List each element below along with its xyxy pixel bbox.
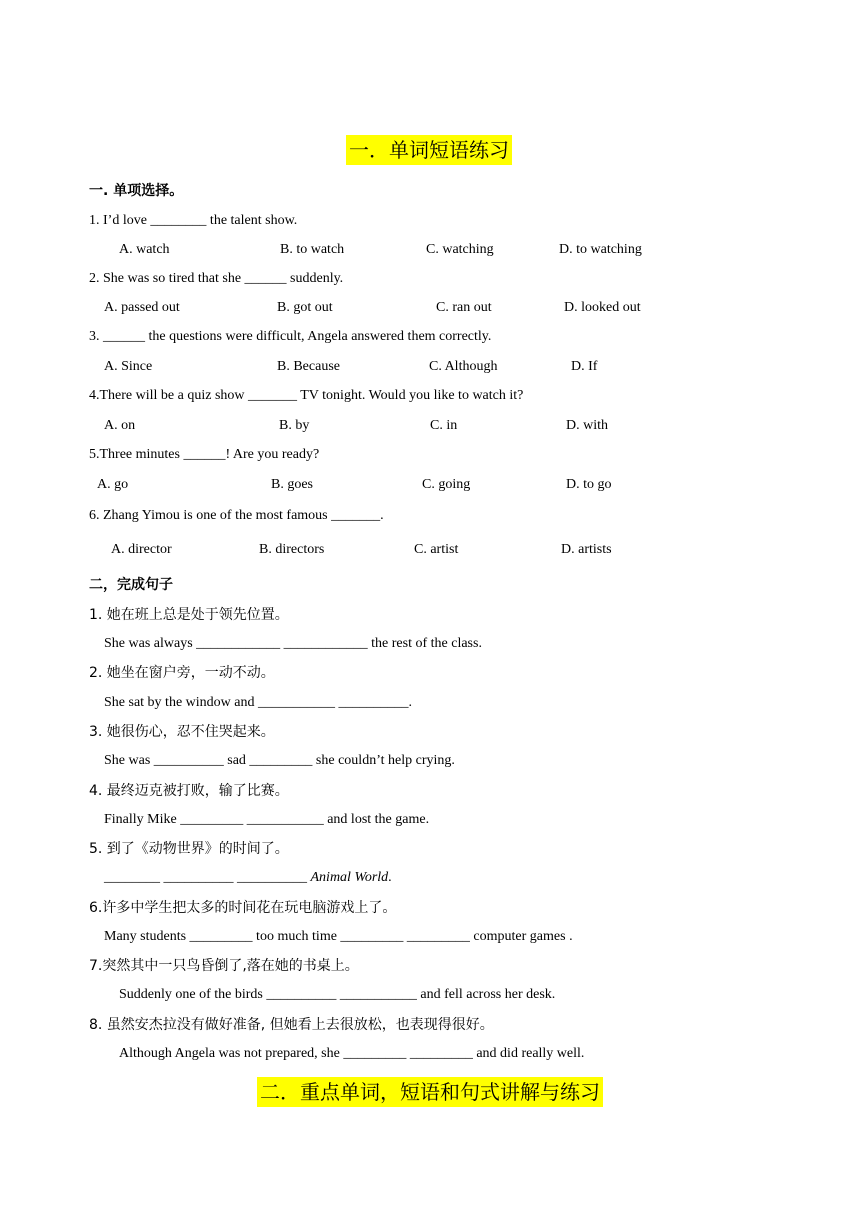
q2-option-b: B. got out: [277, 300, 333, 315]
q3-option-c: C. Although: [429, 359, 498, 374]
q6-option-d: D. artists: [561, 542, 612, 557]
q1-option-b: B. to watch: [280, 242, 345, 257]
sentence-5-english: [104, 869, 392, 887]
sentence-2-english: She sat by the window and ___________ __________.: [104, 695, 412, 710]
q2-option-a: A. passed out: [104, 300, 180, 315]
sentence-4-english: Finally Mike _________ ___________ and lost the game.: [104, 812, 430, 827]
q4-option-c: C. in: [430, 418, 458, 433]
q2-option-d: D. looked out: [564, 300, 641, 315]
sentence-8-chinese: 8. 虽然安杰拉没有做好准备, 但她看上去很放松，也表现得很好。: [89, 1017, 494, 1033]
question-2: 2. She was so tired that she ______ suddenly.: [89, 271, 344, 286]
sentence-5-title: Animal World: [310, 870, 389, 885]
q5-option-b: B. goes: [271, 477, 313, 492]
q6-option-a: A. director: [111, 542, 172, 557]
q6-option-c: C. artist: [414, 542, 459, 557]
sentence-6-chinese: 6.许多中学生把太多的时间花在玩电脑游戏上了。: [89, 900, 397, 916]
q2-option-c: C. ran out: [436, 300, 492, 315]
sentence-1-chinese: 1. 她在班上总是处于领先位置。: [89, 607, 289, 623]
sentence-5-blanks: ________ __________ __________: [104, 870, 311, 885]
question-4: 4.There will be a quiz show _______ TV tonight. Would you like to watch it?: [89, 388, 524, 403]
q5-option-c: C. going: [422, 477, 471, 492]
sentence-5-period: .: [388, 870, 392, 885]
q3-option-d: D. If: [571, 359, 598, 374]
q1-option-a: A. watch: [119, 242, 170, 257]
sentence-2-chinese: 2. 她坐在窗户旁，一动不动。: [89, 665, 275, 681]
sentence-8-english: Although Angela was not prepared, she _________ _________ and did really well.: [119, 1046, 585, 1061]
question-6: 6. Zhang Yimou is one of the most famous _______.: [89, 508, 384, 523]
q4-option-a: A. on: [104, 418, 136, 433]
question-1: 1. I’d love ________ the talent show.: [89, 213, 298, 228]
sentence-6-english: Many students _________ too much time _________ _________ computer games .: [104, 929, 573, 944]
q5-option-a: A. go: [97, 477, 129, 492]
sentence-7-english: Suddenly one of the birds __________ ___________ and fell across her desk.: [119, 987, 556, 1002]
section-heading-complete-sentences: 二，完成句子: [89, 577, 173, 593]
sentence-5-chinese: 5. 到了《动物世界》的时间了。: [89, 841, 289, 857]
section-title-key-points: 二．重点单词，短语和句式讲解与练习: [257, 1077, 603, 1107]
q3-option-b: B. Because: [277, 359, 340, 374]
question-5: 5.Three minutes ______! Are you ready?: [89, 447, 320, 462]
sentence-4-chinese: 4. 最终迈克被打败，输了比赛。: [89, 783, 289, 799]
sentence-3-chinese: 3. 她很伤心，忍不住哭起来。: [89, 724, 275, 740]
q4-option-d: D. with: [566, 418, 608, 433]
q4-option-b: B. by: [279, 418, 310, 433]
q6-option-b: B. directors: [259, 542, 325, 557]
question-3: 3. ______ the questions were difficult, Angela answered them correctly.: [89, 329, 492, 344]
q3-option-a: A. Since: [104, 359, 153, 374]
sentence-3-english: She was __________ sad _________ she couldn’t help crying.: [104, 753, 455, 768]
sentence-7-chinese: 7.突然其中一只鸟昏倒了,落在她的书桌上。: [89, 958, 359, 974]
sentence-1-english: She was always ____________ ____________ the rest of the class.: [104, 636, 482, 651]
q1-option-d: D. to watching: [559, 242, 642, 257]
q5-option-d: D. to go: [566, 477, 612, 492]
section-heading-multiple-choice: 一. 单项选择。: [89, 183, 184, 199]
page-title: 一．单词短语练习: [346, 135, 512, 165]
q1-option-c: C. watching: [426, 242, 494, 257]
